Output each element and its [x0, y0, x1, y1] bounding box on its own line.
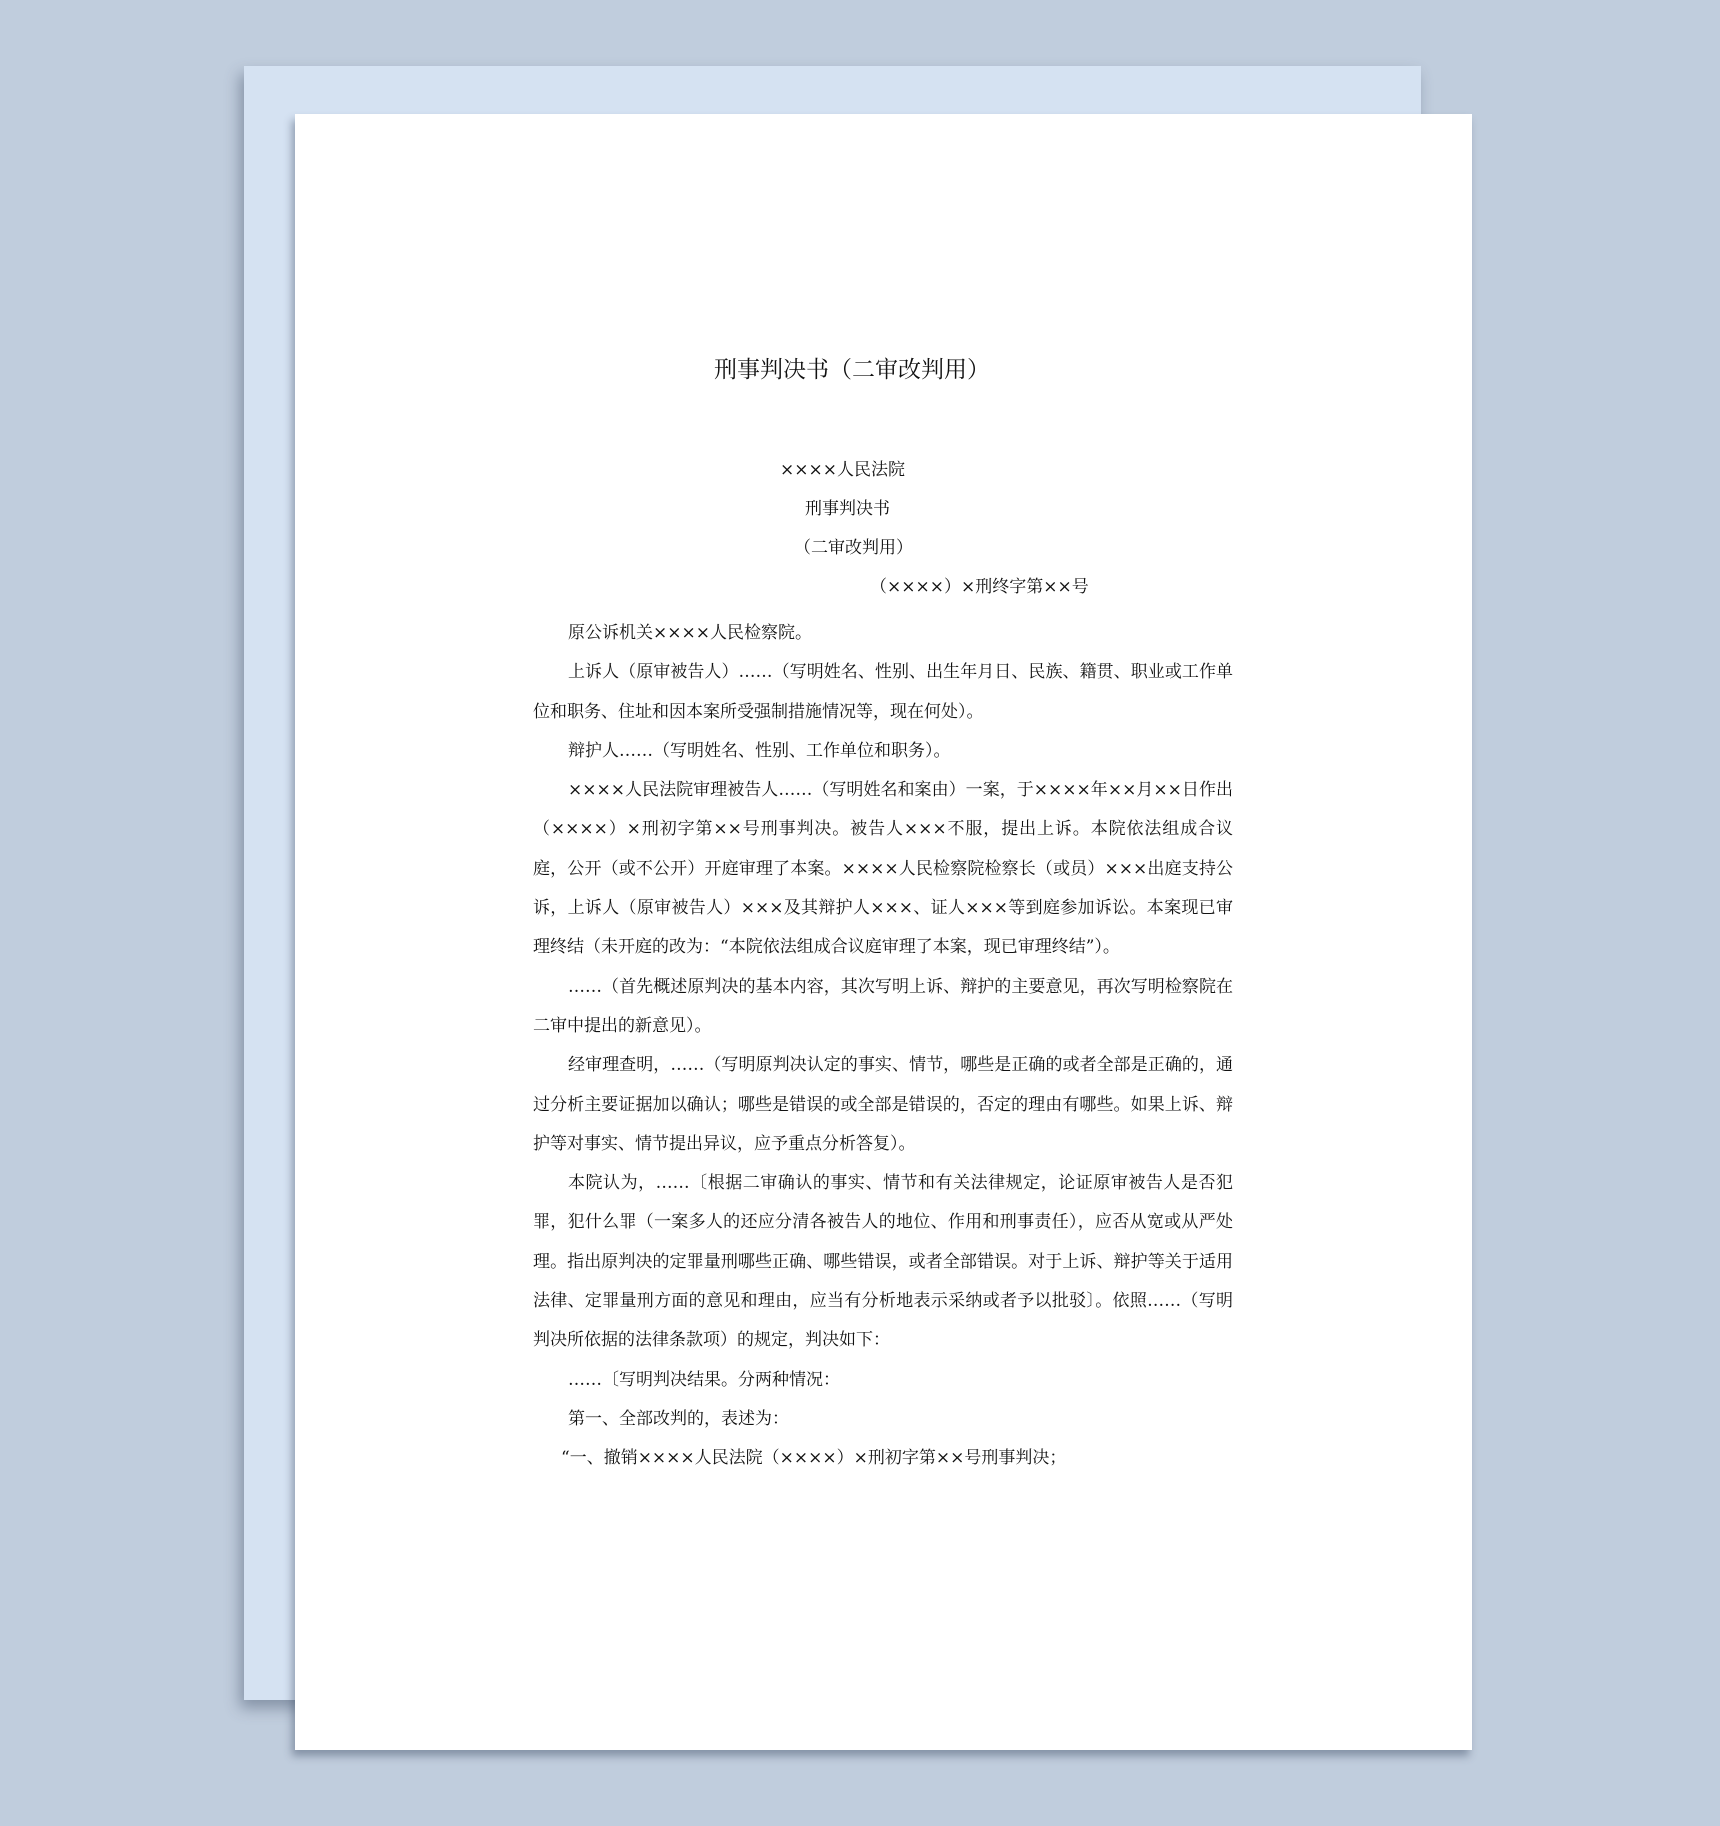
- paragraph-court-opinion: 本院认为，……〔根据二审确认的事实、情节和有关法律规定，论证原审被告人是否犯罪，犯什么罪（一案多人的还应分清各被告人的地位、作用和刑事责任），应否从宽或从严处理。指出原判决的定罪量刑哪些正确、哪些错误，或者全部错误。对于上诉、辩护等关于适用法律、定罪量刑方面的意见和理由，应当有分析地表示采纳或者予以批驳〕。依照……（写明判决所依据的法律条款项）的规定，判决如下：: [533, 1173, 1233, 1351]
- paragraph-appellant: 上诉人（原审被告人）……（写明姓名、性别、出生年月日、民族、籍贯、职业或工作单位和职务、住址和因本案所受强制措施情况等，现在何处）。: [533, 662, 1233, 722]
- case-number: （××××）×刑终字第××号: [870, 577, 1089, 597]
- document-type: 刑事判决书: [805, 499, 890, 519]
- document-body: [533, 614, 1233, 1479]
- paragraph-summary: ……（首先概述原判决的基本内容，其次写明上诉、辩护的主要意见，再次写明检察院在二审中提出的新意见）。: [533, 976, 1233, 1036]
- paragraph-prosecutor: 原公诉机关××××人民检察院。: [568, 623, 812, 643]
- paragraph-defender: 辩护人……（写明姓名、性别、工作单位和职务）。: [568, 740, 951, 761]
- paragraph-revoke-item: “一、撤销××××人民法院（××××）×刑初字第××号刑事判决；: [561, 1448, 1067, 1469]
- paragraph-judgment-result: ……〔写明判决结果。分两种情况：: [568, 1369, 840, 1390]
- paragraph-findings: 经审理查明，……（写明原判决认定的事实、情节，哪些是正确的或者全部是正确的，通过分析主要证据加以确认；哪些是错误的或全部是错误的，否定的理由有哪些。如果上诉、辩护等对事实、情节提出异议，应予重点分析答复）。: [533, 1055, 1233, 1154]
- paragraph-full-revision: 第一、全部改判的，表述为：: [568, 1408, 789, 1429]
- document-subtype: （二审改判用）: [794, 538, 913, 558]
- court-name: ××××人民法院: [780, 460, 905, 480]
- paragraph-case-history: ××××人民法院审理被告人……（写明姓名和案由）一案，于××××年××月××日作出（××××）×刑初字第××号刑事判决。被告人×××不服，提出上诉。本院依法组成合议庭，公开（或不公开）开庭审理了本案。××××人民检察院检察长（或员）×××出庭支持公诉，上诉人（原审被告人）×××及其辩护人×××、证人×××等到庭参加诉讼。本案现已审理终结（未开庭的改为：“本院依法组成合议庭审理了本案，现已审理终结”）。: [533, 780, 1233, 958]
- document-title: 刑事判决书（二审改判用）: [714, 357, 990, 383]
